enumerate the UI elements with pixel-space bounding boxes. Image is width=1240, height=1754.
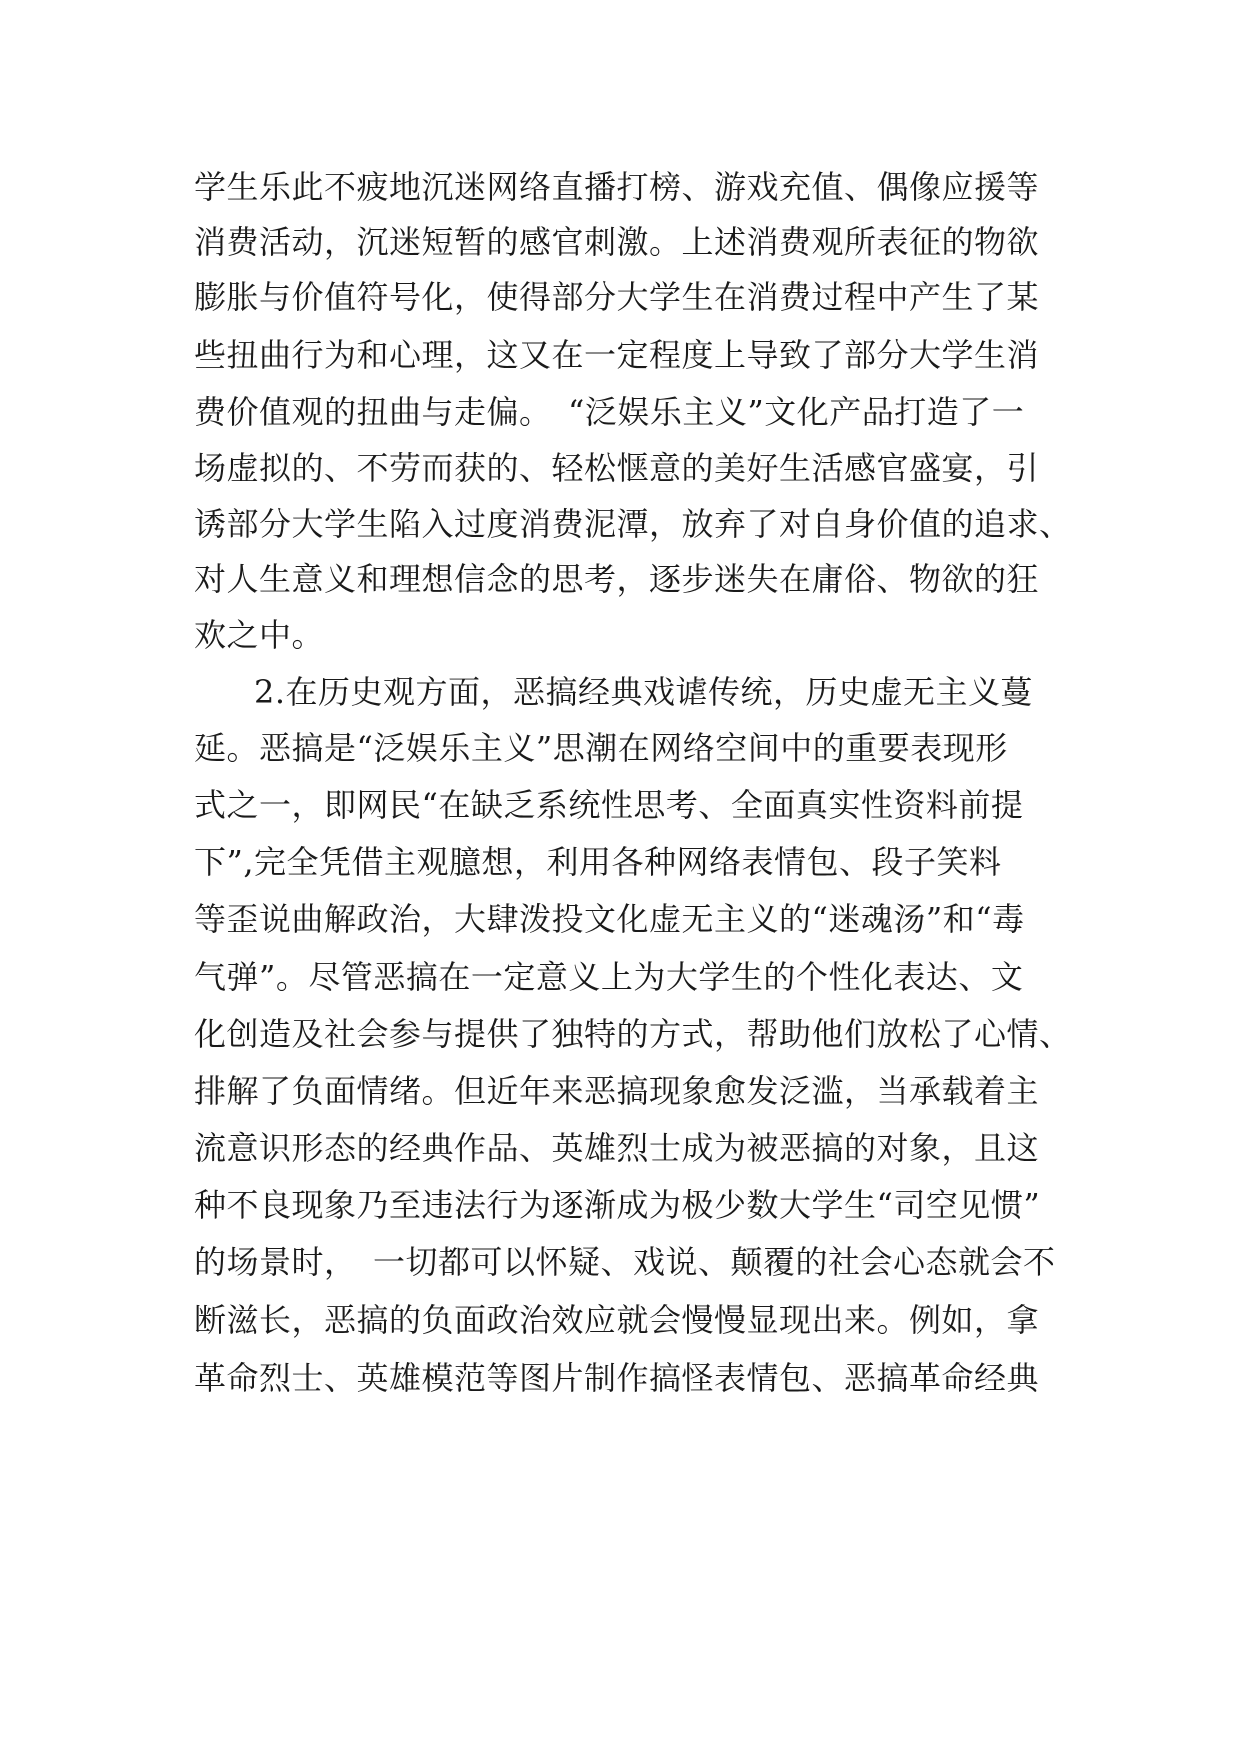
text-line: 等歪说曲解政治，大肆泼投文化虚无主义的“迷魂汤”和“毒	[194, 900, 1025, 938]
text-line: 场虚拟的、不劳而获的、轻松惬意的美好生活感官盛宴，引	[194, 449, 1040, 487]
text-line: 断滋长，恶搞的负面政治效应就会慢慢显现出来。例如，拿	[194, 1301, 1040, 1339]
text-line: 种不良现象乃至违法行为逐渐成为极少数大学生“司空见惯”	[194, 1186, 1041, 1224]
text-line: 消费活动，沉迷短暂的感官刺激。上述消费观所表征的物欲	[194, 223, 1040, 261]
text-line: 排解了负面情绪。但近年来恶搞现象愈发泛滥，当承载着主	[194, 1072, 1040, 1110]
text-line: 延。恶搞是“泛娱乐主义”思潮在网络空间中的重要表现形	[194, 729, 1008, 767]
text-line: 对人生意义和理想信念的思考，逐步迷失在庸俗、物欲的狂	[194, 560, 1040, 598]
text-line: 诱部分大学生陷入过度消费泥潭，放弃了对自身价值的追求、	[194, 505, 1072, 543]
text-line: 些扭曲行为和心理，这又在一定程度上导致了部分大学生消	[194, 336, 1040, 374]
text-line: 气弹”。尽管恶搞在一定意义上为大学生的个性化表达、文	[194, 958, 1024, 996]
text-line: 学生乐此不疲地沉迷网络直播打榜、游戏充值、偶像应援等	[194, 168, 1040, 206]
text-line: 的场景时， 一切都可以怀疑、戏说、颠覆的社会心态就会不	[194, 1243, 1056, 1281]
text-line: 欢之中。	[194, 616, 325, 654]
text-line: 下”,完全凭借主观臆想，利用各种网络表情包、段子笑料	[194, 843, 1002, 881]
text-line: 式之一，即网民“在缺乏系统性思考、全面真实性资料前提	[194, 786, 1024, 824]
text-line: 化创造及社会参与提供了独特的方式，帮助他们放松了心情、	[194, 1015, 1072, 1053]
paragraph-start-line: 2.在历史观方面，恶搞经典戏谑传统，历史虚无主义蔓	[254, 673, 1034, 711]
text-line: 费价值观的扭曲与走偏。 “泛娱乐主义”文化产品打造了一	[194, 393, 1025, 431]
text-line: 革命烈士、英雄模范等图片制作搞怪表情包、恶搞革命经典	[194, 1359, 1040, 1397]
text-line: 流意识形态的经典作品、英雄烈士成为被恶搞的对象，且这	[194, 1129, 1040, 1167]
text-line: 膨胀与价值符号化，使得部分大学生在消费过程中产生了某	[194, 278, 1040, 316]
